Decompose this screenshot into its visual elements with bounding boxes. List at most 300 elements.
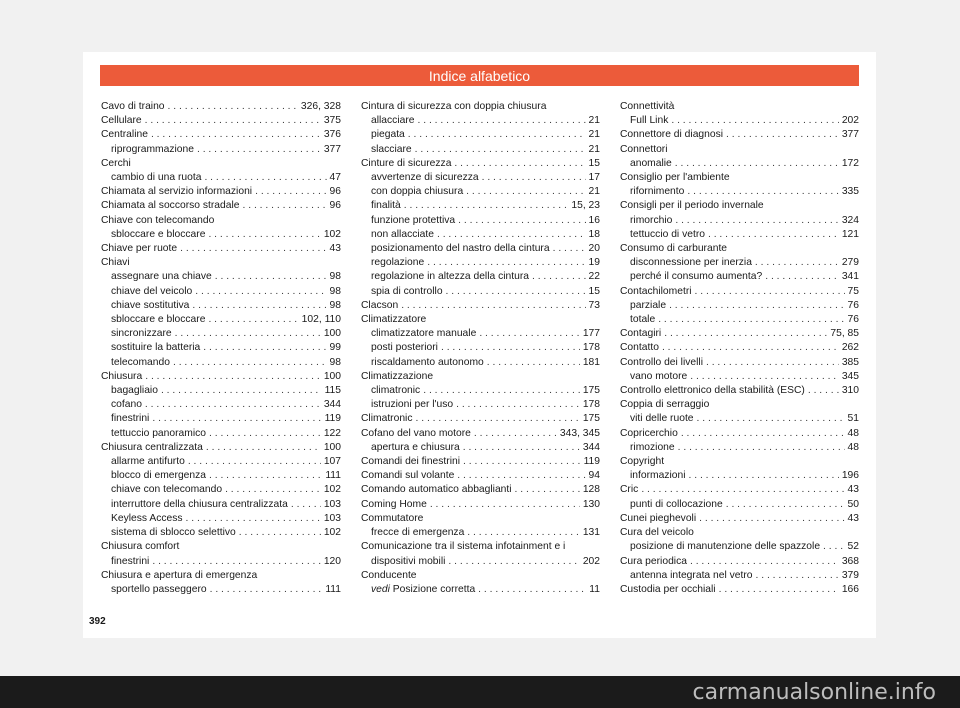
dot-leader xyxy=(515,483,580,497)
dot-leader xyxy=(478,583,586,597)
watermark: carmanualsonline.info xyxy=(0,676,960,708)
index-entry xyxy=(361,171,600,185)
index-page-ref: 344 xyxy=(582,441,600,453)
index-page-ref: 76 xyxy=(847,314,859,326)
index-entry xyxy=(101,299,341,313)
index-entry xyxy=(101,412,341,426)
dot-leader xyxy=(208,228,320,242)
index-entry xyxy=(101,370,341,384)
index-entry xyxy=(101,185,341,199)
index-entry xyxy=(620,157,859,171)
index-entry xyxy=(361,228,600,242)
index-page-ref: 100 xyxy=(323,441,341,453)
dot-leader xyxy=(173,356,327,370)
index-entry xyxy=(101,171,341,185)
index-page-ref: 178 xyxy=(582,342,600,354)
index-entry xyxy=(101,540,341,554)
dot-leader xyxy=(152,412,321,426)
index-entry xyxy=(620,540,859,554)
index-term: Contatto xyxy=(620,342,659,354)
dot-leader xyxy=(195,285,326,299)
index-entry xyxy=(620,483,859,497)
index-page-ref: 73 xyxy=(588,299,600,311)
index-page-ref: 202 xyxy=(841,115,859,127)
dot-leader xyxy=(706,356,839,370)
index-entry xyxy=(361,214,600,228)
index-entry xyxy=(101,441,341,455)
index-entry xyxy=(620,370,859,384)
index-term: Cura del veicolo xyxy=(620,527,694,539)
index-entry xyxy=(620,185,859,199)
dot-leader xyxy=(808,384,839,398)
index-page-ref: 376 xyxy=(323,129,341,141)
index-page-ref: 335 xyxy=(841,186,859,198)
index-entry xyxy=(620,327,859,341)
index-page-ref: 19 xyxy=(588,257,600,269)
index-entry xyxy=(361,540,600,554)
index-term: dispositivi mobili xyxy=(371,555,446,567)
index-term: regolazione in altezza della cintura xyxy=(371,271,529,283)
index-page-ref: 15, 23 xyxy=(571,200,600,212)
index-page-ref: 196 xyxy=(841,470,859,482)
index-entry xyxy=(361,299,600,313)
index-page-ref: 202 xyxy=(582,555,600,567)
index-page-ref: 98 xyxy=(329,356,341,368)
index-entry xyxy=(620,299,859,313)
index-term: rimorchio xyxy=(630,214,673,226)
index-term: frecce di emergenza xyxy=(371,527,465,539)
index-column-3 xyxy=(620,100,859,597)
index-page-ref: 103 xyxy=(323,498,341,510)
dot-leader xyxy=(180,242,326,256)
index-entry xyxy=(101,327,341,341)
index-entry xyxy=(361,157,600,171)
index-entry xyxy=(361,384,600,398)
index-entry xyxy=(101,427,341,441)
index-entry xyxy=(101,214,341,228)
index-term: telecomando xyxy=(111,356,170,368)
index-entry xyxy=(620,398,859,412)
dot-leader xyxy=(145,398,321,412)
dot-leader xyxy=(209,469,322,483)
index-term: spia di controllo xyxy=(371,285,443,297)
index-term: Connettore di diagnosi xyxy=(620,129,724,141)
dot-leader xyxy=(719,583,839,597)
index-term: viti delle ruote xyxy=(630,413,694,425)
dot-leader xyxy=(669,299,844,313)
index-page-ref: 172 xyxy=(841,157,859,169)
dot-leader xyxy=(430,498,580,512)
index-entry xyxy=(620,128,859,142)
index-term: interruttore della chiusura centralizzata xyxy=(111,498,288,510)
index-entry xyxy=(361,128,600,142)
index-entry xyxy=(620,285,859,299)
index-entry xyxy=(620,313,859,327)
index-term: Chiavi xyxy=(101,257,130,269)
index-term: antenna integrata nel vetro xyxy=(630,569,753,581)
dot-leader xyxy=(675,214,838,228)
index-term: Cric xyxy=(620,484,639,496)
index-term: regolazione xyxy=(371,257,425,269)
index-term: Chiusura xyxy=(101,370,143,382)
index-entry xyxy=(101,143,341,157)
index-term: sistema di sblocco selettivo xyxy=(111,527,236,539)
index-term: Commutatore xyxy=(361,512,424,524)
dot-leader xyxy=(203,341,326,355)
dot-leader xyxy=(474,427,557,441)
index-term: climatizzatore manuale xyxy=(371,328,477,340)
section-title: Indice alfabetico xyxy=(428,67,531,84)
index-term: Connettori xyxy=(620,143,668,155)
index-entry xyxy=(361,114,600,128)
index-term: non allacciate xyxy=(371,228,434,240)
index-entry xyxy=(361,256,600,270)
index-term: perché il consumo aumenta? xyxy=(630,271,763,283)
index-page-ref: 51 xyxy=(847,413,859,425)
index-term: sbloccare e bloccare xyxy=(111,228,206,240)
index-term: Chiamata al servizio informazioni xyxy=(101,186,253,198)
index-page-ref: 344 xyxy=(323,399,341,411)
dot-leader xyxy=(186,512,321,526)
dot-leader xyxy=(454,157,585,171)
index-page-ref: 377 xyxy=(323,143,341,155)
index-term: Consiglio per l'ambiente xyxy=(620,172,730,184)
dot-leader xyxy=(553,242,586,256)
index-term: Keyless Access xyxy=(111,512,183,524)
index-entry xyxy=(101,100,341,114)
index-page-ref: 98 xyxy=(329,285,341,297)
index-page-ref: 111 xyxy=(325,583,341,595)
index-page-ref: 75 xyxy=(847,285,859,297)
dot-leader xyxy=(188,455,321,469)
index-entry xyxy=(361,199,600,213)
index-page-ref: 43 xyxy=(847,484,859,496)
dot-leader xyxy=(255,185,326,199)
dot-leader xyxy=(168,100,298,114)
dot-leader xyxy=(699,512,844,526)
index-term: avvertenze di sicurezza xyxy=(371,172,479,184)
dot-leader xyxy=(161,384,322,398)
index-entry xyxy=(620,356,859,370)
dot-leader xyxy=(726,128,839,142)
index-term: climatronic xyxy=(371,385,421,397)
index-entry xyxy=(620,412,859,426)
index-term: informazioni xyxy=(630,470,686,482)
index-term: Copyright xyxy=(620,456,665,468)
index-page-ref: 98 xyxy=(329,299,341,311)
index-entry xyxy=(361,100,600,114)
index-page-ref: 345 xyxy=(841,370,859,382)
index-entry xyxy=(101,555,341,569)
index-page-ref: 17 xyxy=(588,172,600,184)
dot-leader xyxy=(210,583,323,597)
index-page-ref: 52 xyxy=(847,541,859,553)
index-page-ref: 76 xyxy=(847,299,859,311)
index-page-ref: 99 xyxy=(329,342,341,354)
index-entry xyxy=(101,384,341,398)
index-entry xyxy=(620,171,859,185)
index-term: Contachilometri xyxy=(620,285,692,297)
index-page-ref: 310 xyxy=(841,385,859,397)
index-entry xyxy=(101,199,341,213)
dot-leader xyxy=(678,441,845,455)
index-page-ref: 15 xyxy=(588,285,600,297)
index-column-1 xyxy=(101,100,341,597)
dot-leader xyxy=(664,327,827,341)
index-entry xyxy=(361,583,600,597)
index-entry xyxy=(620,455,859,469)
dot-leader xyxy=(415,143,586,157)
index-entry xyxy=(620,555,859,569)
index-term: Connettività xyxy=(620,101,675,112)
index-term: totale xyxy=(630,314,656,326)
index-term: rimozione xyxy=(630,441,675,453)
index-page-ref: 111 xyxy=(325,470,341,482)
index-page-ref: 47 xyxy=(329,172,341,184)
dot-leader xyxy=(175,327,321,341)
index-term: riscaldamento autonomo xyxy=(371,356,484,368)
index-term: sbloccare e bloccare xyxy=(111,314,206,326)
dot-leader xyxy=(416,412,580,426)
index-entry xyxy=(620,498,859,512)
index-entry xyxy=(620,214,859,228)
index-term: Coppia di serraggio xyxy=(620,399,710,411)
index-page-ref: 18 xyxy=(588,228,600,240)
dot-leader xyxy=(427,256,585,270)
index-page-ref: 96 xyxy=(329,200,341,212)
index-entry xyxy=(361,412,600,426)
index-entry xyxy=(361,455,600,469)
index-term: finestrini xyxy=(111,555,150,567)
index-term: riprogrammazione xyxy=(111,143,194,155)
dot-leader xyxy=(209,427,321,441)
index-term: cofano xyxy=(111,399,142,411)
dot-leader xyxy=(463,441,580,455)
index-page-ref: 103 xyxy=(323,512,341,524)
index-page-ref: 21 xyxy=(588,129,600,141)
dot-leader xyxy=(457,469,585,483)
index-entry xyxy=(620,143,859,157)
index-page-ref: 262 xyxy=(841,342,859,354)
index-entry xyxy=(361,526,600,540)
index-term: Cellulare xyxy=(101,115,142,127)
index-entry xyxy=(101,526,341,540)
dot-leader xyxy=(401,299,585,313)
dot-leader xyxy=(423,384,580,398)
index-entry xyxy=(101,313,341,327)
index-entry xyxy=(620,583,859,597)
index-entry xyxy=(101,341,341,355)
index-term: Clacson xyxy=(361,299,399,311)
index-entry xyxy=(620,384,859,398)
dot-leader xyxy=(823,540,844,554)
index-page-ref: 15 xyxy=(588,157,600,169)
index-term: apertura e chiusura xyxy=(371,441,460,453)
index-page-ref: 385 xyxy=(841,356,859,368)
dot-leader xyxy=(463,455,581,469)
index-term: rifornimento xyxy=(630,186,685,198)
index-entry xyxy=(101,469,341,483)
index-page-ref: 377 xyxy=(841,129,859,141)
dot-leader xyxy=(756,569,839,583)
index-term: Climatizzazione xyxy=(361,370,434,382)
dot-leader xyxy=(225,483,321,497)
dot-leader xyxy=(192,299,326,313)
dot-leader xyxy=(479,327,580,341)
section-header xyxy=(100,65,859,86)
index-page-ref: 22 xyxy=(588,271,600,283)
dot-leader xyxy=(675,157,839,171)
index-entry xyxy=(101,285,341,299)
index-page-ref: 120 xyxy=(323,555,341,567)
dot-leader xyxy=(215,270,327,284)
index-entry xyxy=(361,398,600,412)
index-entry xyxy=(101,114,341,128)
index-entry xyxy=(101,356,341,370)
dot-leader xyxy=(690,370,839,384)
dot-leader xyxy=(197,143,321,157)
index-page-ref: 48 xyxy=(847,427,859,439)
index-term: vano motore xyxy=(630,370,688,382)
index-term: Comandi sul volante xyxy=(361,470,455,482)
index-term: blocco di emergenza xyxy=(111,470,207,482)
index-entry xyxy=(620,270,859,284)
index-entry xyxy=(620,441,859,455)
index-page-ref: 178 xyxy=(582,399,600,411)
index-page-ref: 121 xyxy=(841,228,859,240)
index-term: Contagiri xyxy=(620,328,662,340)
dot-leader xyxy=(641,483,844,497)
index-page-ref: 102 xyxy=(323,527,341,539)
index-term: Cinture di sicurezza xyxy=(361,157,452,169)
index-entry xyxy=(101,583,341,597)
index-page-ref: 324 xyxy=(841,214,859,226)
dot-leader xyxy=(687,185,838,199)
index-term: parziale xyxy=(630,299,667,311)
dot-leader xyxy=(482,171,586,185)
dot-leader xyxy=(681,427,845,441)
dot-leader xyxy=(441,341,580,355)
index-page-ref: 75, 85 xyxy=(830,328,859,340)
dot-leader xyxy=(456,398,580,412)
dot-leader xyxy=(206,441,321,455)
index-entry xyxy=(361,370,600,384)
index-page-ref: 43 xyxy=(329,243,341,255)
index-page-ref: 115 xyxy=(324,385,341,397)
index-entry xyxy=(101,512,341,526)
index-page-ref: 100 xyxy=(323,328,341,340)
index-term: assegnare una chiave xyxy=(111,271,212,283)
index-term: Cintura di sicurezza con doppia chiusura xyxy=(361,101,547,112)
index-entry xyxy=(101,498,341,512)
index-page-ref: 119 xyxy=(583,456,600,468)
dot-leader xyxy=(697,412,845,426)
index-term: Consumo di carburante xyxy=(620,243,728,255)
index-term: Cofano del vano motore xyxy=(361,427,471,439)
index-page-ref: 21 xyxy=(588,186,600,198)
index-page-ref: 131 xyxy=(582,527,600,539)
dot-leader xyxy=(765,270,839,284)
index-entry xyxy=(620,228,859,242)
index-page-ref: 102 xyxy=(323,228,341,240)
index-term: Chiusura centralizzata xyxy=(101,441,203,453)
index-term: finestrini xyxy=(111,413,150,425)
dot-leader xyxy=(695,285,845,299)
index-term: Chiave con telecomando xyxy=(101,214,215,226)
index-page-ref: 368 xyxy=(841,555,859,567)
index-term: Cerchi xyxy=(101,157,131,169)
index-page-ref: 96 xyxy=(329,186,341,198)
index-term: sportello passeggero xyxy=(111,583,207,595)
index-term: posizione di manutenzione delle spazzole xyxy=(630,541,821,553)
index-page-ref: 11 xyxy=(589,583,600,595)
index-page-ref: 100 xyxy=(323,370,341,382)
index-term: Consigli per il periodo invernale xyxy=(620,200,764,212)
page-number: 392 xyxy=(89,616,106,627)
index-page-ref: 43 xyxy=(847,512,859,524)
index-term: slacciare xyxy=(371,143,412,155)
index-entry xyxy=(101,256,341,270)
index-page-ref: 21 xyxy=(588,115,600,127)
index-entry xyxy=(101,242,341,256)
dot-leader xyxy=(532,270,586,284)
index-term: sincronizzare xyxy=(111,328,172,340)
index-entry xyxy=(361,498,600,512)
index-page-ref: 119 xyxy=(324,413,341,425)
index-page-ref: 94 xyxy=(588,470,600,482)
index-entry xyxy=(361,242,600,256)
index-entry xyxy=(361,313,600,327)
index-term: Copricerchio xyxy=(620,427,678,439)
index-term: posizionamento del nastro della cintura xyxy=(371,243,550,255)
dot-leader xyxy=(708,228,839,242)
index-term: Conducente xyxy=(361,569,417,581)
index-term: allacciare xyxy=(371,115,415,127)
index-page-ref: 375 xyxy=(323,115,341,127)
index-term: sostituire la batteria xyxy=(111,342,201,354)
dot-leader xyxy=(204,171,326,185)
index-entry xyxy=(101,270,341,284)
dot-leader xyxy=(404,199,569,213)
dot-leader xyxy=(458,214,585,228)
index-entry xyxy=(620,256,859,270)
index-entry xyxy=(361,427,600,441)
dot-leader xyxy=(448,555,579,569)
index-page-ref: 175 xyxy=(582,385,600,397)
index-term: posti posteriori xyxy=(371,342,438,354)
index-entry xyxy=(101,128,341,142)
index-entry xyxy=(361,441,600,455)
index-term: punti di collocazione xyxy=(630,498,723,510)
dot-leader xyxy=(755,256,839,270)
index-column-2 xyxy=(361,100,600,597)
index-term: tettuccio panoramico xyxy=(111,427,207,439)
index-term: Cunei pieghevoli xyxy=(620,512,697,524)
index-entry xyxy=(620,341,859,355)
index-term: Climatizzatore xyxy=(361,314,427,326)
index-entry xyxy=(101,228,341,242)
index-term: allarme antifurto xyxy=(111,456,185,468)
index-term: chiave sostitutiva xyxy=(111,299,190,311)
index-entry xyxy=(101,483,341,497)
index-term: Coming Home xyxy=(361,498,427,510)
index-term: Custodia per occhiali xyxy=(620,583,716,595)
dot-leader xyxy=(437,228,586,242)
index-term: Chiusura e apertura di emergenza xyxy=(101,569,258,581)
index-page-ref: 341 xyxy=(841,271,859,283)
index-entry xyxy=(101,455,341,469)
index-term: chiave con telecomando xyxy=(111,484,223,496)
